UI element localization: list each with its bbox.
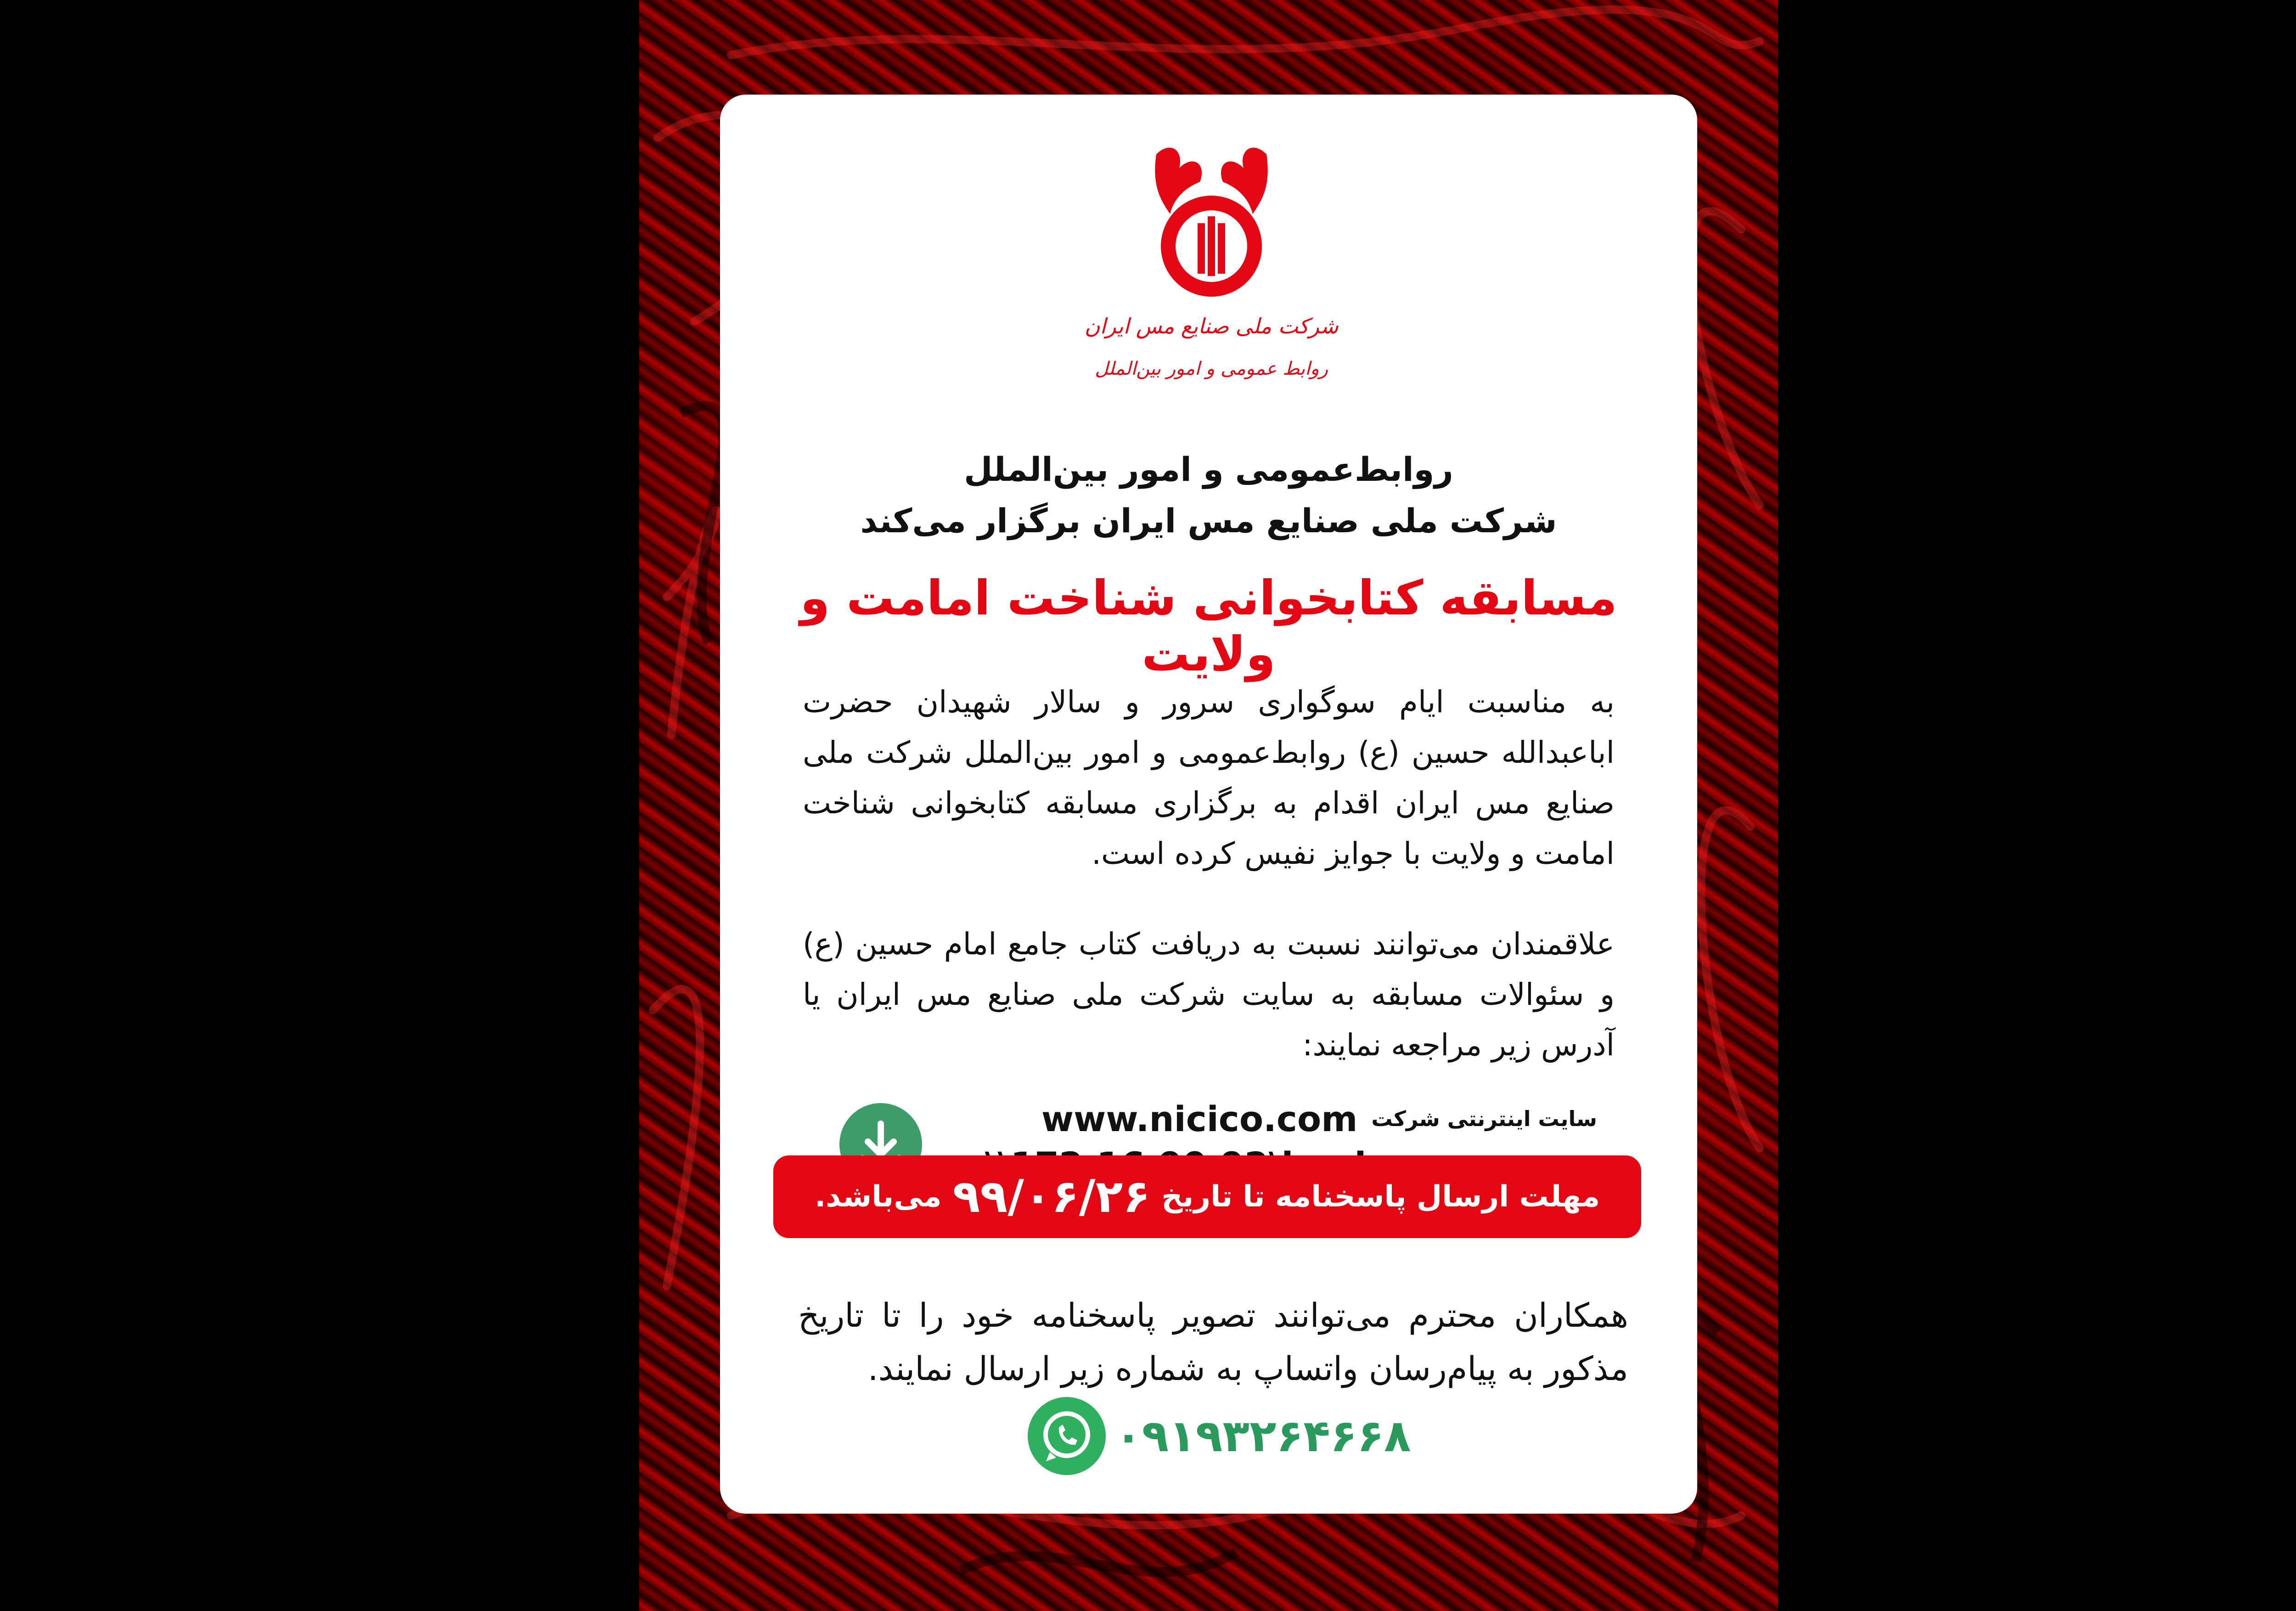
whatsapp-number[interactable]: ۰۹۱۹۳۲۶۴۶۶۸	[1115, 1410, 1411, 1462]
website-label: سایت اینترنتی شرکت	[1371, 1106, 1597, 1131]
logo-department-text: روابط عمومی و امور بین‌الملل	[1095, 358, 1328, 379]
deadline-suffix: می‌باشد.	[814, 1180, 942, 1214]
header-line-2: شرکت ملی صنایع مس ایران برگزار می‌کند	[860, 501, 1557, 540]
contest-title: مسابقه کتابخوانی شناخت امامت و ولایت	[800, 570, 1617, 682]
organizer-header	[775, 444, 1642, 546]
instructions-paragraph: علاقمندان می‌توانند نسبت به دریافت کتاب جامع امام حسین (ع) و سئوالات مسابقه به سایت شرکت ملی صنایع مس ایران یا آدرس زیر مراجعه نمایند:	[803, 926, 1615, 1063]
closing-paragraph: همکاران محترم می‌توانند تصویر پاسخنامه خود را تا تاریخ مذکور به پیام‌رسان واتساپ به شماره زیر ارسال نمایند.	[798, 1296, 1628, 1388]
deadline-date: ۹۹/۰۶/۲۶	[952, 1171, 1151, 1223]
website-row	[1041, 1096, 1597, 1142]
content-card	[720, 95, 1697, 1514]
logo-company-text: شرکت ملی صنایع مس ایران	[1084, 314, 1339, 338]
deadline-prefix: مهلت ارسال پاسخنامه تا تاریخ	[1161, 1180, 1600, 1214]
deadline-banner	[773, 1155, 1641, 1238]
poster-background	[639, 0, 1778, 1611]
header-line-1: روابط‌عمومی و امور بین‌الملل	[964, 450, 1453, 489]
whatsapp-contact[interactable]	[1028, 1397, 1411, 1475]
nicico-logo	[1084, 136, 1339, 430]
intro-paragraph: به مناسبت ایام سوگواری سرور و سالار شهیدان حضرت اباعبدالله حسین (ع) روابط‌عمومی و امور بین‌الملل شرکت ملی صنایع مس ایران اقدام به برگزاری مسابقه کتابخوانی شناخت امامت و ولایت با جوایز نفیس کرده است.	[803, 684, 1615, 871]
whatsapp-icon[interactable]	[1028, 1397, 1106, 1475]
website-link[interactable]: www.nicico.com	[1041, 1098, 1358, 1139]
